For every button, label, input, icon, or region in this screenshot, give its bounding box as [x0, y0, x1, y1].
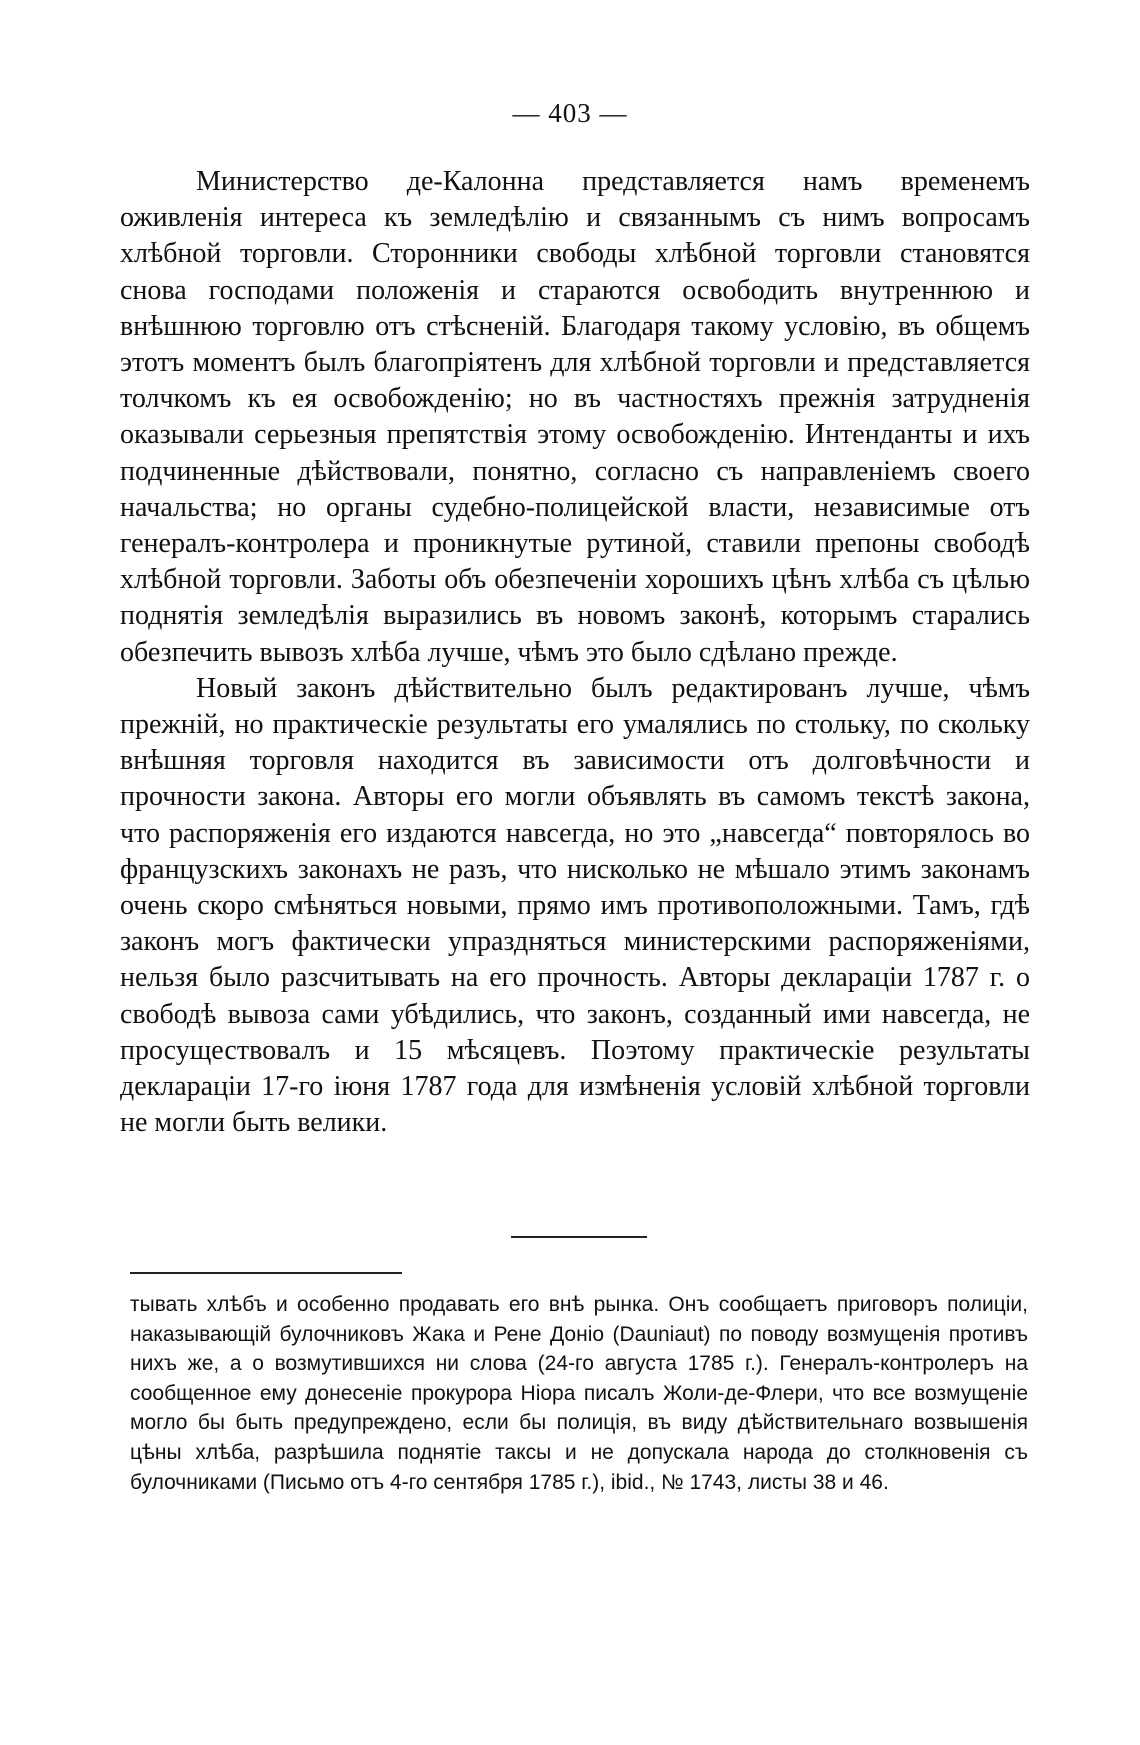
page-number: — 403 —: [512, 98, 628, 128]
paragraph-2: Новый законъ дѣйствительно былъ редактированъ лучше, чѣмъ прежній, но практическіе результаты его умалялись по стольку, по скольку внѣшняя торговля находится въ зависимости отъ долговѣчности и прочности закона. Авторы его могли объявлять въ самомъ текстѣ закона, что распоряженія его издаются навсегда, но это „навсегда“ повторялось во французскихъ законахъ не разъ, что нисколько не мѣшало этимъ законамъ очень скоро смѣняться новыми, прямо имъ противоположными. Тамъ, гдѣ законъ могъ фактически упраздняться министерскими распоряженіями, нельзя было разсчитывать на его прочность. Авторы деклараціи 1787 г. о свободѣ вывоза сами убѣдились, что законъ, созданный ими навсегда, не просуществовалъ и 15 мѣсяцевъ. Поэтому практическіе результаты деклараціи 17-го іюня 1787 года для измѣненія условій хлѣбной торговли не могли быть велики.: [120, 672, 1030, 1139]
footnote-text: тывать хлѣбъ и особенно продавать его внѣ рынка. Онъ сообщаетъ приговоръ полиціи, наказывающій булочниковъ Жака и Рене Доніо (Dauniaut) по поводу возмущенія противъ нихъ же, а о возмутившихся ни слова (24-го августа 1785 г.). Генералъ-контролеръ на сообщенное ему донесеніе прокурора Ніора писалъ Жоли-де-Флери, что все возмущеніе могло бы быть предупреждено, если бы полиція, въ виду дѣйствительнаго возвышенія цѣны хлѣба, разрѣшила поднятіе таксы и не допускала народа до столкновенія съ булочниками (Письмо отъ 4-го сентября 1785 г.), ibid., № 1743, листы 38 и 46.: [130, 1293, 1028, 1494]
main-text: [120, 164, 1030, 1141]
footnote-rule: [130, 1272, 402, 1274]
paragraph-1: Министерство де-Калонна представляется намъ временемъ оживленія интереса къ земледѣлію и связаннымъ съ нимъ вопросамъ хлѣбной торговли. Сторонники свободы хлѣбной торговли становятся снова господами положенія и стараются освободить внутреннюю и внѣшнюю торговлю отъ стѣсненій. Благодаря такому условію, въ общемъ этотъ моментъ былъ благопріятенъ для хлѣбной торговли и представляется толчкомъ къ ея освобожденію; но въ частностяхъ прежнія затрудненія оказывали серьезныя препятствія этому освобожденію. Интенданты и ихъ подчиненные дѣйствовали, понятно, согласно съ направленіемъ своего начальства; но органы судебно-полицейской власти, независимые отъ генералъ-контролера и проникнутые рутиной, ставили препоны свободѣ хлѣбной торговли. Заботы объ обезпеченіи хорошихъ цѣнъ хлѣба съ цѣлью поднятія земледѣлія выразились въ новомъ законѣ, которымъ старались обезпечить вывозъ хлѣба лучше, чѣмъ это было сдѣлано прежде.: [120, 166, 1030, 668]
section-separator: [511, 1236, 647, 1238]
